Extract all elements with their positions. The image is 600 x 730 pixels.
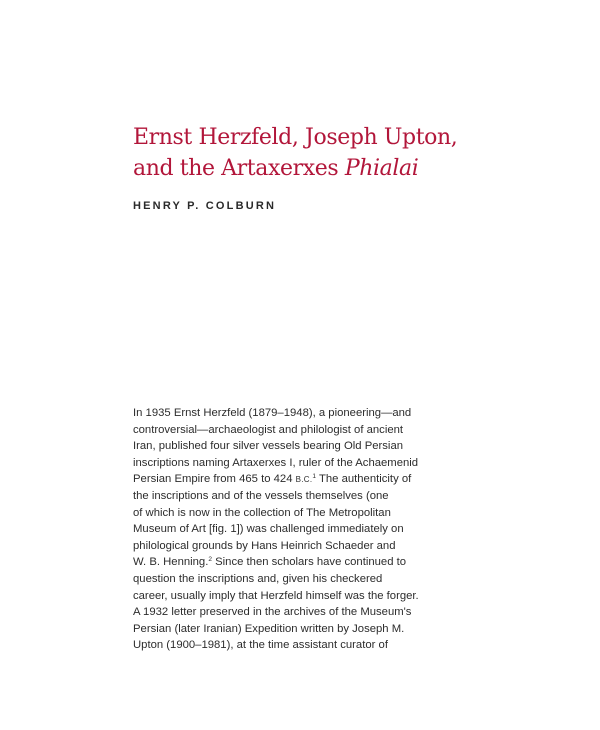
- article-title: [133, 122, 573, 184]
- author-byline: HENRY P. COLBURN: [133, 200, 277, 212]
- body-line: philological grounds by Hans Heinrich Schaeder and: [133, 539, 396, 552]
- body-line: [133, 554, 473, 571]
- body-line: Iran, published four silver vessels bearing Old Persian: [133, 440, 404, 453]
- body-line: career, usually imply that Herzfeld himself was the forger.: [133, 589, 419, 602]
- title-italic-word: Phialai: [344, 156, 419, 181]
- body-line: Persian (later Iranian) Expedition written by Joseph M.: [133, 622, 405, 635]
- body-line: A 1932 letter preserved in the archives of the Museum's: [133, 606, 412, 619]
- title-line-2: [133, 153, 573, 184]
- body-line-suffix: Since then scholars have continued to: [211, 556, 407, 569]
- article-body: [133, 405, 473, 654]
- title-line-2-text: and the Artaxerxes: [133, 156, 345, 181]
- body-line: Upton (1900–1981), at the time assistant curator of: [133, 639, 388, 652]
- footnote-marker-2[interactable]: 2: [208, 556, 212, 564]
- footnote-marker-1[interactable]: 1: [312, 473, 317, 481]
- era-abbreviation: B.C.: [295, 475, 313, 485]
- body-line: Museum of Art [fig. 1]) was challenged immediately on: [133, 523, 404, 536]
- body-line: controversial—archaeologist and philologist of ancient: [133, 423, 404, 436]
- body-line: of which is now in the collection of The Metropolitan: [133, 506, 391, 519]
- body-line: In 1935 Ernst Herzfeld (1879–1948), a pioneering—and: [133, 407, 412, 419]
- body-line: [133, 471, 473, 488]
- body-line: question the inscriptions and, given his checkered: [133, 572, 383, 585]
- body-line-suffix: The authenticity of: [316, 473, 412, 486]
- body-line-text: W. B. Henning.: [133, 556, 209, 569]
- title-line-1: Ernst Herzfeld, Joseph Upton,: [133, 125, 458, 150]
- body-line: the inscriptions and of the vessels themselves (one: [133, 489, 389, 502]
- body-line: inscriptions naming Artaxerxes I, ruler of the Achaemenid: [133, 456, 419, 469]
- body-line-text: Persian Empire from 465 to 424: [133, 473, 296, 486]
